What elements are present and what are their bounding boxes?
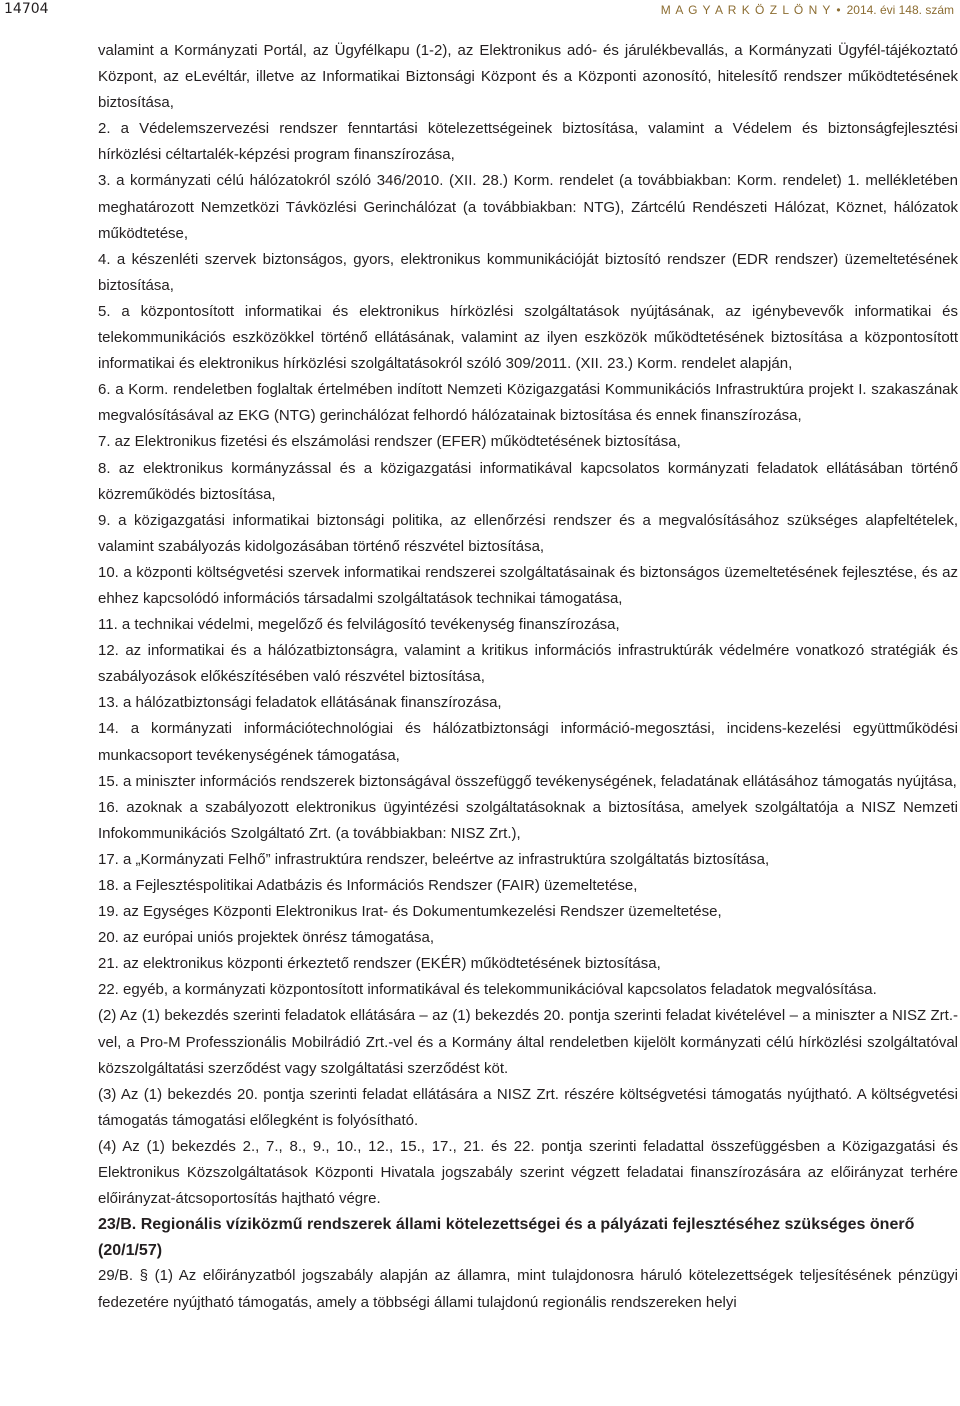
paragraph: 2. a Védelemszervezési rendszer fenntartási kötelezettségeinek biztosítása, valamint a Védelem és biztonságfejlesztési hírközlési céltartalék-képzési program finanszírozása, <box>98 120 958 164</box>
paragraph: 4. a készenléti szervek biztonságos, gyors, elektronikus kommunikációját biztosító rendszer (EDR rendszer) üzemeltetésének biztosítása, <box>98 250 958 294</box>
document-body <box>98 38 958 1316</box>
page-header <box>0 0 960 24</box>
running-head-separator: • <box>836 3 842 17</box>
paragraph: 16. azoknak a szabályozott elektronikus ügyintézési szolgáltatásoknak a biztosítása, amelyek szolgáltatója a NISZ Nemzeti Infokommunikációs Szolgáltató Zrt. (a továbbiakban: NISZ Zrt.), <box>98 798 958 842</box>
journal-title: M A G Y A R K Ö Z L Ö N Y <box>660 3 832 17</box>
paragraph: 19. az Egységes Központi Elektronikus Irat- és Dokumentumkezelési Rendszer üzemeltetése, <box>98 903 722 921</box>
paragraph: 12. az informatikai és a hálózatbiztonságra, valamint a kritikus információs infrastruktúrák védelmére vonatkozó stratégiák és szabályozások előkészítésében való részvétel biztosítása, <box>98 642 958 686</box>
paragraph: 10. a központi költségvetési szervek informatikai rendszerei szolgáltatásainak és biztonságos üzemeltetésének fejlesztése, és az ehhez kapcsolódó információs társadalmi szolgáltatások technikai támogatása, <box>98 563 958 607</box>
paragraph: 11. a technikai védelmi, megelőző és felvilágosító tevékenység finanszírozása, <box>98 616 620 634</box>
paragraph: 18. a Fejlesztéspolitikai Adatbázis és Információs Rendszer (FAIR) üzemeltetése, <box>98 877 638 894</box>
paragraph: 14. a kormányzati információtechnológiai és hálózatbiztonsági információ-megosztási, incidens-kezelési együttműködési munkacsoport tevékenységének támogatása, <box>98 720 958 764</box>
paragraph: 15. a miniszter információs rendszerek biztonságával összefüggő tevékenységének, feladatának ellátásához támogatás nyújtása, <box>98 772 957 790</box>
paragraph: (4) Az (1) bekezdés 2., 7., 8., 9., 10., 12., 15., 17., 21. és 22. pontja szerinti feladattal összefüggésben a Közigazgatási és Elektronikus Közszolgáltatások Központi Hivatala jogszabály szerint végzett feladatai finanszírozására az előirányzat terhére előirányzat-átcsoportosítás hajtható végre. <box>98 1137 958 1208</box>
paragraph: 8. az elektronikus kormányzással és a közigazgatási informatikával kapcsolatos kormányzati feladatok ellátásában történő közreműködés biztosítása, <box>98 459 958 503</box>
paragraph: (3) Az (1) bekezdés 20. pontja szerinti feladat ellátására a NISZ Zrt. részére költségvetési támogatás nyújtható. A költségvetési támogatás támogatási előlegként is folyósítható. <box>98 1085 958 1129</box>
paragraph: 7. az Elektronikus fizetési és elszámolási rendszer (EFER) működtetésének biztosítása, <box>98 433 681 451</box>
paragraph: 9. a közigazgatási informatikai biztonsági politika, az ellenőrzési rendszer és a megvalósításához szükséges alapfeltételek, valamint szabályozás kidolgozásában történő részvétel biztosítása, <box>98 511 958 555</box>
paragraph: 5. a központosított informatikai és elektronikus hírközlési szolgáltatások nyújtásának, az igénybevevők informatikai és telekommunikációs eszközökkel történő ellátásának, valamint az ilyen eszközök működtetésének biztosítása a központosított informatikai és elektronikus hírközlési szolgáltatásokról szóló 309/2011. (XII. 23.) Korm. rendelet alapján, <box>98 302 958 373</box>
running-head <box>661 3 954 17</box>
paragraph: (2) Az (1) bekezdés szerinti feladatok ellátására – az (1) bekezdés 20. pontja szerinti feladat kivételével – a miniszter a NISZ Zrt.-vel, a Pro-M Professzionális Mobilrádió Zrt.-vel és a Kormány által rendeletben kijelölt kormányzati célú hírközlési szolgáltatóval közszolgáltatási szerződést vagy szolgáltatási szerződést köt. <box>98 1007 958 1077</box>
issue-number: 2014. évi 148. szám <box>846 3 954 17</box>
paragraph: 6. a Korm. rendeletben foglaltak értelmében indított Nemzeti Közigazgatási Kommunikációs Infrastruktúra projekt I. szakaszának megvalósításával az EKG (NTG) gerinchálózat felhordó hálózatainak biztosítása és ennek finanszírozása, <box>98 381 958 425</box>
paragraph: 3. a kormányzati célú hálózatokról szóló 346/2010. (XII. 28.) Korm. rendelet (a továbbiakban: Korm. rendelet) 1. mellékletében meghatározott Nemzetközi Távközlési Gerinchálózat (a továbbiakban: NTG), Zártcélú Rendészeti Hálózat, Köznet, hálózatok működtetése, <box>98 172 958 242</box>
page-number: 14704 <box>4 1 49 17</box>
paragraph: 17. a „Kormányzati Felhő” infrastruktúra rendszer, beleértve az infrastruktúra szolgáltatás biztosítása, <box>98 850 770 868</box>
paragraph: 22. egyéb, a kormányzati központosított informatikával és telekommunikációval kapcsolatos feladatok megvalósítása. <box>98 981 877 999</box>
paragraph: 29/B. § (1) Az előirányzatból jogszabály alapján az államra, mint tulajdonosra háruló kötelezettségek teljesítésének pénzügyi fedezetére nyújtható támogatás, amely a többségi állami tulajdonú regionális rendszereken helyi <box>98 1267 958 1311</box>
paragraph: valamint a Kormányzati Portál, az Ügyfélkapu (1-2), az Elektronikus adó- és járulékbevallás, a Kormányzati Ügyfél-tájékoztató Központ, az eLevéltár, illetve az Informatikai Biztonsági Központ és a Központi azonosító, hitelesítő rendszer működtetésének biztosítása, <box>98 42 958 112</box>
section-heading: 23/B. Regionális víziközmű rendszerek állami kötelezettségei és a pályázati fejlesztéséhez szükséges önerő (20/1/57) <box>98 1216 915 1259</box>
paragraph: 13. a hálózatbiztonsági feladatok ellátásának finanszírozása, <box>98 694 502 712</box>
paragraph: 21. az elektronikus központi érkeztető rendszer (EKÉR) működtetésének biztosítása, <box>98 955 661 973</box>
paragraph: 20. az európai uniós projektek önrész támogatása, <box>98 929 435 947</box>
